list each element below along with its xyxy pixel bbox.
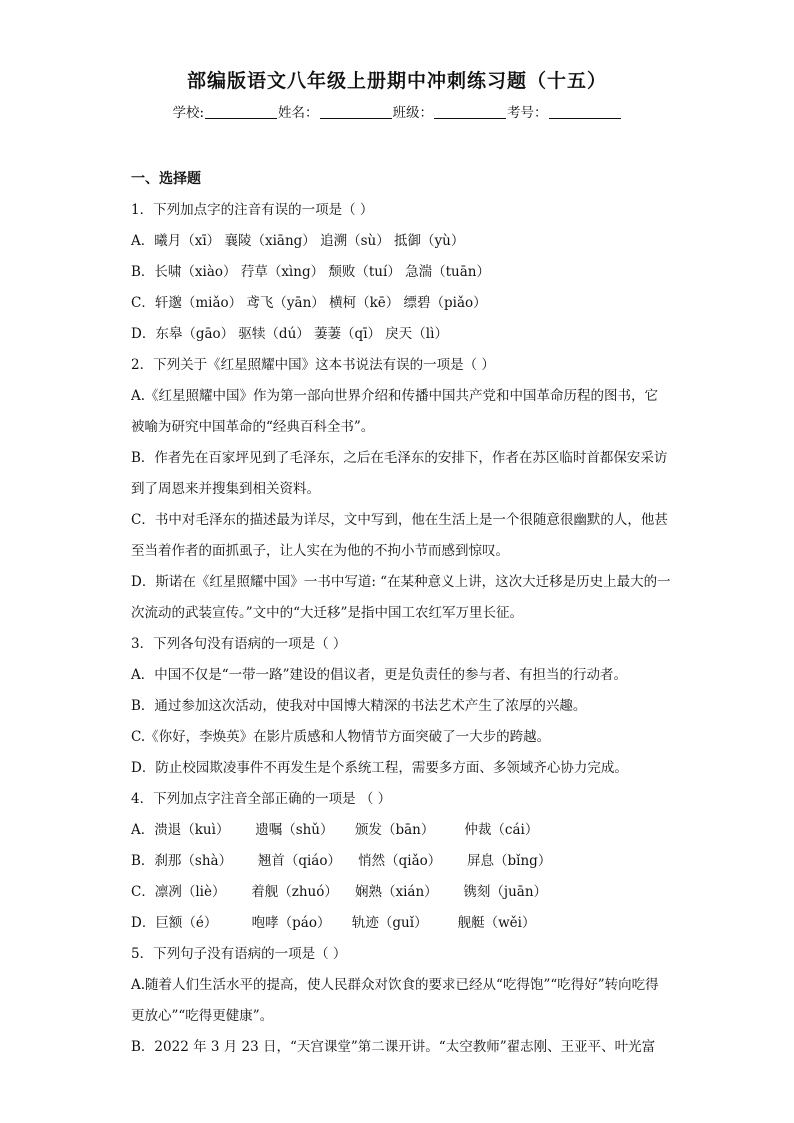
school-blank[interactable] — [205, 104, 277, 119]
student-info-line — [0, 101, 794, 121]
question-2-option-b: B．作者先在百家坪见到了毛泽东，之后在毛泽东的安排下，作者在苏区临时首都保安采访到了周恩来并搜集到相关资料。 — [131, 450, 668, 497]
class-label: 班级： — [392, 105, 434, 121]
question-5-option-b: B．2022 年 3 月 23 日，“天宫课堂”第二课开讲。“太空教师”翟志刚、王亚平、叶光富 — [131, 1039, 656, 1055]
question-1-option-b: B．长啸（xiào） 荇草（xìng） 颓败（tuí） 急湍（tuān） — [131, 264, 490, 280]
question-2-option-a: A.《红星照耀中国》作为第一部向世界介绍和传播中国共产党和中国革命历程的图书，它被喻为研究中国革命的“经典百科全书”。 — [131, 388, 659, 435]
question-2-option-c: C．书中对毛泽东的描述最为详尽，文中写到，他在生活上是一个很随意很幽默的人，他甚至当着作者的面抓虱子，让人实在为他的不拘小节而感到惊叹。 — [131, 512, 668, 559]
question-5-option-a: A.随着人们生活水平的提高，使人民群众对饮食的要求已经从“吃得饱”“吃得好”转向吃得更放心”“吃得更健康”。 — [131, 977, 659, 1024]
question-4-option-a: A．溃退（kuì） 遗嘱（shǔ） 颁发（bān） 仲裁（cái） — [131, 822, 539, 838]
class-blank[interactable] — [434, 104, 506, 119]
name-blank[interactable] — [320, 104, 392, 119]
question-3-option-b: B．通过参加这次活动，使我对中国博大精深的书法艺术产生了浓厚的兴趣。 — [131, 698, 587, 714]
school-label: 学校: — [172, 105, 205, 121]
question-4-option-d: D．巨额（é） 咆哮（páo） 轨迹（guǐ） 舰艇（wěi） — [131, 915, 536, 931]
number-label: 考号： — [507, 105, 548, 121]
document-title: 部编版语文八年级上册期中冲刺练习题（十五） — [186, 70, 607, 92]
question-4-option-c: C．凛冽（liè） 着舰（zhuó） 娴熟（xián） 镌刻（juān） — [131, 884, 548, 900]
question-3-stem: 3．下列各句没有语病的一项是（ ） — [131, 636, 347, 652]
question-2-stem: 2．下列关于《红星照耀中国》这本书说法有误的一项是（ ） — [131, 357, 495, 373]
question-1-stem: 1．下列加点字的注音有误的一项是（ ） — [131, 202, 374, 218]
section-heading: 一、选择题 — [131, 171, 201, 187]
number-blank[interactable] — [549, 104, 621, 119]
question-3-option-a: A．中国不仅是“一带一路”建设的倡议者，更是负责任的参与者、有担当的行动者。 — [131, 667, 628, 683]
question-content — [131, 164, 671, 1063]
question-3-option-d: D．防止校园欺凌事件不再发生是个系统工程，需要多方面、多领域齐心协力完成。 — [131, 760, 628, 776]
question-1-option-a: A．曦月（xī） 襄陵（xiāng） 追溯（sù） 抵御（yù） — [131, 233, 465, 249]
question-4-stem: 4．下列加点字注音全部正确的一项是 （ ） — [131, 791, 392, 807]
question-5-stem: 5．下列句子没有语病的一项是（ ） — [131, 946, 347, 962]
question-4-option-b: B．刹那（shà） 翘首（qiáo） 悄然（qiǎo） 屏息（bǐng） — [131, 853, 552, 869]
name-label: 姓名： — [278, 105, 319, 121]
question-3-option-c: C.《你好，李焕英》在影片质感和人物情节方面突破了一大步的跨越。 — [131, 729, 551, 745]
question-2-option-d: D．斯诺在《红星照耀中国》一书中写道: “在某种意义上讲，这次大迁移是历史上最大的一次流动的武装宣传。”文中的“大迁移”是指中国工农红军万里长征。 — [131, 574, 671, 621]
question-1-option-c: C．轩邈（miǎo） 鸢飞（yān） 横柯（kē） 缥碧（piǎo） — [131, 295, 487, 311]
question-1-option-d: D．东皋（gāo） 驱犊（dú） 萋萋（qī） 戾天（lì） — [131, 326, 448, 342]
